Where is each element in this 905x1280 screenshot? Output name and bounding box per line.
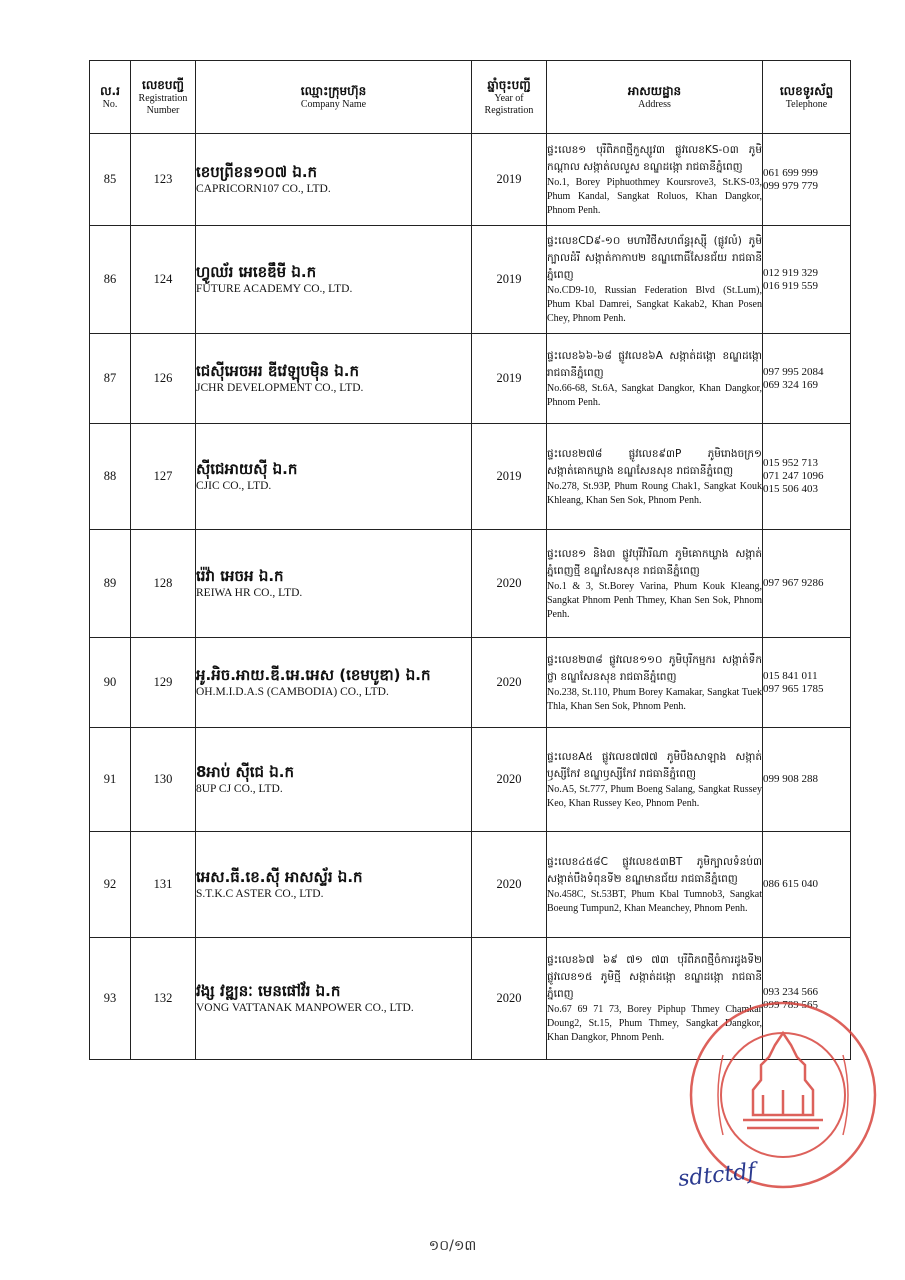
registration-number: 126 xyxy=(131,334,196,424)
company-name-khmer: អូ.អិច.អាយ.ឌី.អេ.អេស (ខេមបូឌា) ឯ.ក xyxy=(196,666,431,684)
telephone-cell xyxy=(763,134,851,226)
telephone-number: 097 967 9286 xyxy=(763,577,824,589)
page-number: ១០/១៣ xyxy=(428,1238,477,1254)
row-number: 91 xyxy=(90,728,131,832)
address-english: No.238, St.110, Phum Borey Kamakar, Sangkat Tuek Thla, Khan Sen Sok, Phnom Penh. xyxy=(547,686,762,712)
telephone-number: 093 234 566 xyxy=(763,985,818,998)
address-cell xyxy=(547,226,763,334)
row-number: 93 xyxy=(90,938,131,1060)
address-cell xyxy=(547,334,763,424)
company-cell xyxy=(196,226,472,334)
company-name-english: CJIC CO., LTD. xyxy=(196,480,272,492)
registration-year: 2019 xyxy=(472,134,547,226)
header-year: ឆ្នាំចុះបញ្ជី Year of Registration xyxy=(472,61,547,134)
company-cell xyxy=(196,938,472,1060)
header-company-name: ឈ្មោះក្រុមហ៊ុន Company Name xyxy=(196,61,472,134)
telephone-number: 012 919 329 xyxy=(763,266,818,279)
registration-number: 129 xyxy=(131,638,196,728)
registration-number: 128 xyxy=(131,530,196,638)
address-english: No.A5, St.777, Phum Boeng Salang, Sangkat Russey Keo, Khan Russey Keo, Phnom Penh. xyxy=(547,783,762,809)
address-khmer: ផ្ទះលេខ៤៥៨C ផ្លូវលេខ៥៣BT ភូមិក្បាលទំនប់៣ សង្កាត់បឹងទំពុនទី២ ខណ្ឌមានជ័យ រាជធានីភ្នំពេញ xyxy=(547,855,762,885)
company-name-khmer: ជេស៊ីអេចអរ ឌីវេឡុបម៉ិន ឯ.ក xyxy=(196,362,359,380)
telephone-number: 015 952 713 xyxy=(763,457,818,469)
company-name-english: VONG VATTANAK MANPOWER CO., LTD. xyxy=(196,1002,414,1014)
company-name-khmer: ស៊ីជេអាយស៊ី ឯ.ក xyxy=(196,460,298,478)
telephone-cell xyxy=(763,226,851,334)
telephone-number: 069 324 169 xyxy=(763,378,818,391)
address-cell xyxy=(547,424,763,530)
row-number: 92 xyxy=(90,832,131,938)
registration-year: 2019 xyxy=(472,334,547,424)
telephone-number: 097 965 1785 xyxy=(763,682,824,695)
row-number: 90 xyxy=(90,638,131,728)
company-name-khmer: វង្ស វឌ្ឍនៈ មេនផៅវ័រ ឯ.ក xyxy=(196,982,341,1000)
table-row xyxy=(90,134,851,226)
company-name-khmer: រ៉េវ៉ា អេចអ ឯ.ក xyxy=(196,567,284,585)
registration-number: 127 xyxy=(131,424,196,530)
registration-number: 132 xyxy=(131,938,196,1060)
address-khmer: ផ្ទះលេខA៥ ផ្លូវលេខ៧៧៧ ភូមិបឹងសាឡាង សង្កាត់ឫស្សីកែវ ខណ្ឌឫស្សីកែវ រាជធានីភ្នំពេញ xyxy=(547,750,762,780)
address-english: No.CD9-10, Russian Federation Blvd (St.Lum), Phum Kbal Damrei, Sangkat Kakab2, Khan Posen Chey, Phnom Penh. xyxy=(547,285,762,324)
telephone-number: 015 841 011 xyxy=(763,669,818,682)
table-row xyxy=(90,334,851,424)
header-telephone: លេខទូរស័ព្ទ Telephone xyxy=(763,61,851,134)
address-english: No.278, St.93P, Phum Roung Chak1, Sangkat Kouk Khleang, Khan Sen Sok, Phnom Penh. xyxy=(547,480,762,506)
telephone-number: 099 908 288 xyxy=(763,773,818,785)
table-row xyxy=(90,226,851,334)
company-cell xyxy=(196,638,472,728)
address-khmer: ផ្ទះលេខ២៣៨ ផ្លូវលេខ១១០ ភូមិបុរីកម្មករ សង្កាត់ទឹកថ្លា ខណ្ឌសែនសុខ រាជធានីភ្នំពេញ xyxy=(547,653,762,683)
registration-year: 2020 xyxy=(472,638,547,728)
telephone-cell xyxy=(763,424,851,530)
address-khmer: ផ្ទះលេខ៦៧ ៦៩ ៧១ ៧៣ បុរីពិភពថ្មីចំការដូងទី២ ផ្លូវលេខ១៥ ភូមិថ្មី សង្កាត់ដង្កោ ខណ្ឌដង្កោ រាជធានីភ្នំពេញ xyxy=(547,954,762,1000)
header-address: អាសយដ្ឋាន Address xyxy=(547,61,763,134)
address-khmer: ផ្ទះលេខ១ បុរីពិភពថ្មីកួស្សូវ៣ ផ្លូវលេខKS-០៣ ភូមិកណ្តាល សង្កាត់លលួស ខណ្ឌដង្កោ រាជធានីភ្នំពេញ xyxy=(547,143,762,173)
address-khmer: ផ្ទះលេខ៦៦-៦៨ ផ្លូវលេខ៦A សង្កាត់ដង្កោ ខណ្ឌដង្កោ រាជធានីភ្នំពេញ xyxy=(547,349,762,379)
company-name-khmer: ហ្វូឈ័រ អេខេឌឹមី ឯ.ក xyxy=(196,263,317,281)
table-row xyxy=(90,832,851,938)
registration-year: 2020 xyxy=(472,530,547,638)
company-name-khmer: 8អាប់ ស៊ីជេ ឯ.ក xyxy=(196,763,294,781)
table-row xyxy=(90,728,851,832)
registration-year: 2020 xyxy=(472,938,547,1060)
company-name-english: 8UP CJ CO., LTD. xyxy=(196,783,283,795)
registration-number: 124 xyxy=(131,226,196,334)
address-cell xyxy=(547,728,763,832)
address-english: No.458C, St.53BT, Phum Kbal Tumnob3, Sangkat Boeung Tumpun2, Khan Meanchey, Phnom Penh. xyxy=(547,888,762,914)
row-number: 85 xyxy=(90,134,131,226)
row-number: 86 xyxy=(90,226,131,334)
company-name-english: FUTURE ACADEMY CO., LTD. xyxy=(196,283,353,295)
registration-year: 2020 xyxy=(472,832,547,938)
company-cell xyxy=(196,728,472,832)
registration-year: 2019 xyxy=(472,226,547,334)
address-english: No.1, Borey Piphuothmey Koursrove3, St.KS-03, Phum Kandal, Sangkat Roluos, Khan Dangkor, Phnom Penh. xyxy=(547,176,762,216)
row-number: 89 xyxy=(90,530,131,638)
registration-number: 123 xyxy=(131,134,196,226)
address-english: No.1 & 3, St.Borey Varina, Phum Kouk Kleang, Sangkat Phnom Penh Thmey, Khan Sen Sok, Phnom Penh. xyxy=(547,580,762,620)
telephone-number: 097 995 2084 xyxy=(763,365,824,378)
registration-number: 130 xyxy=(131,728,196,832)
address-khmer: ផ្ទះលេខ១ និង៣ ផ្លូវបុរីវ៉ារីណា ភូមិគោកឃ្លាង សង្កាត់ភ្នំពេញថ្មី ខណ្ឌសែនសុខ រាជធានីភ្នំពេញ xyxy=(547,547,762,577)
signature: sdtctdf xyxy=(676,1159,757,1192)
registration-year: 2019 xyxy=(472,424,547,530)
table-row xyxy=(90,638,851,728)
telephone-number: 061 699 999 xyxy=(763,166,818,179)
address-cell xyxy=(547,530,763,638)
table-row xyxy=(90,424,851,530)
registration-number: 131 xyxy=(131,832,196,938)
company-cell xyxy=(196,134,472,226)
address-english: No.67 69 71 73, Borey Piphup Thmey Chamkar Doung2, St.15, Phum Thmey, Sangkat Dangkor, Khan Dangkor, Phnom Penh. xyxy=(547,1004,762,1043)
address-cell xyxy=(547,832,763,938)
telephone-number: 016 919 559 xyxy=(763,279,818,292)
company-name-english: OH.M.I.D.A.S (CAMBODIA) CO., LTD. xyxy=(196,686,389,698)
company-name-khmer: ខេបព្រីខន១០៧ ឯ.ក xyxy=(196,163,318,181)
row-number: 87 xyxy=(90,334,131,424)
telephone-number: 086 615 040 xyxy=(763,878,818,890)
company-name-english: S.T.K.C ASTER CO., LTD. xyxy=(196,888,324,900)
company-name-english: REIWA HR CO., LTD. xyxy=(196,587,303,599)
company-cell xyxy=(196,334,472,424)
telephone-number: 099 979 779 xyxy=(763,179,818,192)
company-cell xyxy=(196,832,472,938)
table-row xyxy=(90,530,851,638)
telephone-cell xyxy=(763,530,851,638)
table-header-row xyxy=(90,61,851,134)
address-cell xyxy=(547,134,763,226)
telephone-cell xyxy=(763,334,851,424)
telephone-cell xyxy=(763,832,851,938)
address-khmer: ផ្ទះលេខCD៩-១០ មហាវិថីសហព័ន្ធរុស្ស៊ី (ផ្លូវលំ) ភូមិក្បាលដំរី សង្កាត់កាកាប២ ខណ្ឌពោធិ៍សែនជ័យ រាជធានីភ្នំពេញ xyxy=(547,235,762,281)
company-name-english: JCHR DEVELOPMENT CO., LTD. xyxy=(196,382,364,394)
company-name-english: CAPRICORN107 CO., LTD. xyxy=(196,183,331,195)
registration-table xyxy=(89,60,851,1060)
address-cell xyxy=(547,638,763,728)
company-name-khmer: អេស.ធី.ខេ.ស៊ី អាសស្ទ័រ ឯ.ក xyxy=(196,868,363,886)
address-khmer: ផ្ទះលេខ២៧៨ ផ្លូវលេខ៩៣P ភូមិរោងចក្រ១ សង្កាត់គោកឃ្លាង ខណ្ឌសែនសុខ រាជធានីភ្នំពេញ xyxy=(547,447,762,477)
address-english: No.66-68, St.6A, Sangkat Dangkor, Khan Dangkor, Phnom Penh. xyxy=(547,382,762,408)
company-cell xyxy=(196,530,472,638)
header-no: ល.រ No. xyxy=(90,61,131,134)
company-cell xyxy=(196,424,472,530)
telephone-number: 099 789 565 xyxy=(763,998,818,1011)
header-registration-number: លេខបញ្ជី Registration Number xyxy=(131,61,196,134)
telephone-number: 015 506 403 xyxy=(763,483,818,495)
telephone-number: 071 247 1096 xyxy=(763,470,824,482)
telephone-cell xyxy=(763,728,851,832)
telephone-cell xyxy=(763,638,851,728)
row-number: 88 xyxy=(90,424,131,530)
registration-year: 2020 xyxy=(472,728,547,832)
